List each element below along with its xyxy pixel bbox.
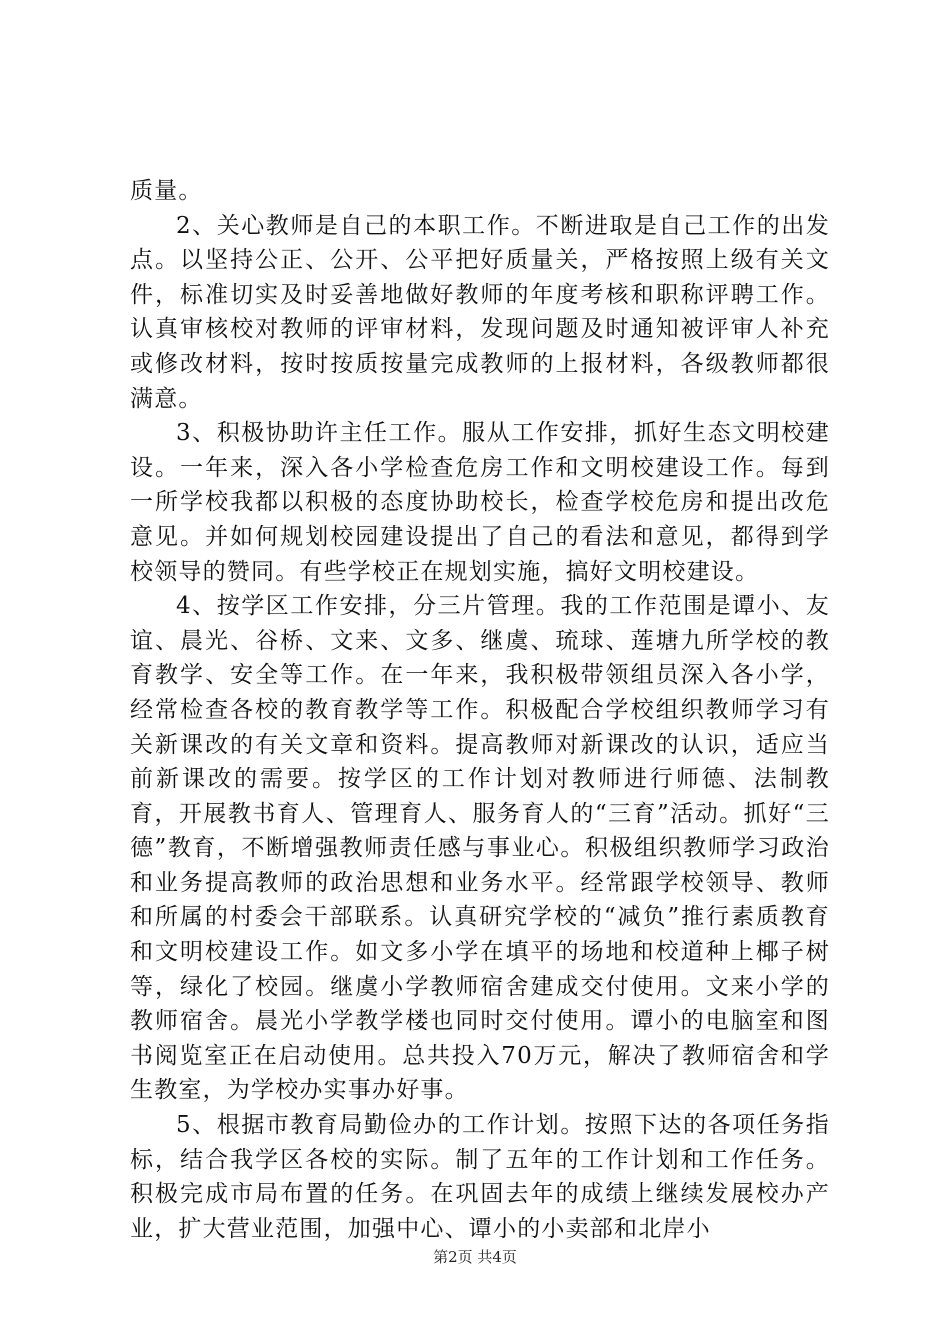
page-footer: [0, 1246, 950, 1267]
paragraph-continuation: 质量。: [130, 178, 203, 204]
page-number-label: 第2页 共4页: [433, 1248, 517, 1266]
paragraph-5: 5、根据市教育局勤俭办的工作计划。按照下达的各项任务指标，结合我学区各校的实际。制了五年的工作计划和工作任务。积极完成市局布置的任务。在巩固去年的成绩上继续发展校办产业，扩大营业范围，加强中心、谭小的小卖部和北岸小: [130, 1112, 830, 1242]
document-body: [130, 174, 830, 1246]
paragraph-4: 4、按学区工作安排，分三片管理。我的工作范围是谭小、友谊、晨光、谷桥、文来、文多、继虞、琉球、莲塘九所学校的教育教学、安全等工作。在一年来，我积极带领组员深入各小学，经常检查各校的教育教学等工作。积极配合学校组织教师学习有关新课改的有关文章和资料。提高教师对新课改的认识，适应当前新课改的需要。按学区的工作计划对教师进行师德、法制教育，开展教书育人、管理育人、服务育人的“三育”活动。抓好“三德”教育，不断增强教师责任感与事业心。积极组织教师学习政治和业务提高教师的政治思想和业务水平。经常跟学校领导、教师和所属的村委会干部联系。认真研究学校的“减负”推行素质教育和文明校建设工作。如文多小学在填平的场地和校道种上椰子树等，绿化了校园。继虞小学教师宿舍建成交付使用。文来小学的教师宿舍。晨光小学教学楼也同时交付使用。谭小的电脑室和图书阅览室正在启动使用。总共投入70万元，解决了教师宿舍和学生教室，为学校办实事办好事。: [130, 593, 830, 1104]
paragraph-3: 3、积极协助许主任工作。服从工作安排，抓好生态文明校建设。一年来，深入各小学检查危房工作和文明校建设工作。每到一所学校我都以积极的态度协助校长，检查学校危房和提出改危意见。并如何规划校园建设提出了自己的看法和意见，都得到学校领导的赞同。有些学校正在规划实施，搞好文明校建设。: [130, 420, 830, 585]
paragraph-2: 2、关心教师是自己的本职工作。不断进取是自己工作的出发点。以坚持公正、公开、公平把好质量关，严格按照上级有关文件，标准切实及时妥善地做好教师的年度考核和职称评聘工作。认真审核校对教师的评审材料，发现问题及时通知被评审人补充或修改材料，按时按质按量完成教师的上报材料，各级教师都很满意。: [130, 212, 830, 412]
